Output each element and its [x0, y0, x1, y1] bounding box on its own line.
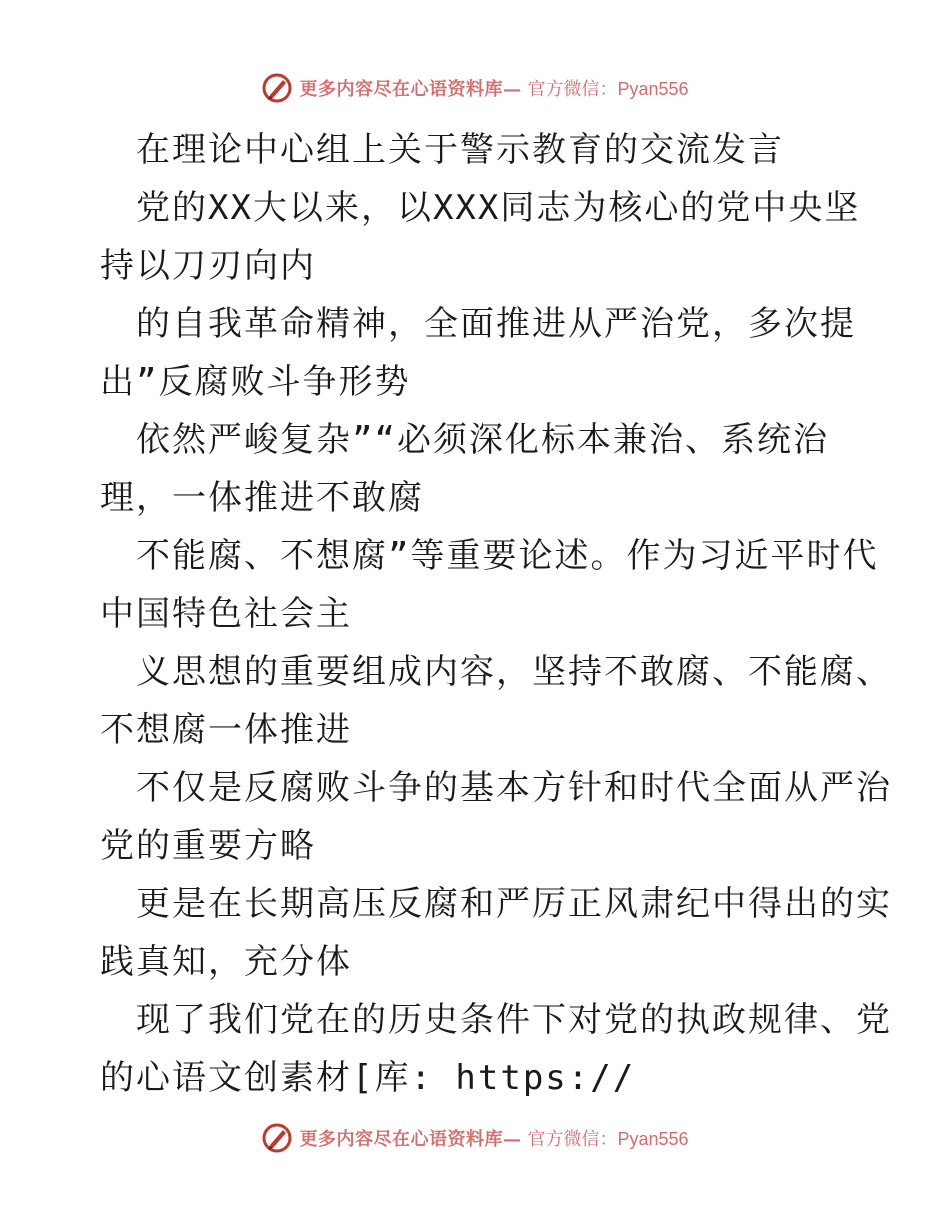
pen-logo-icon	[261, 72, 293, 104]
text-line: 持以刀刃向内	[100, 246, 316, 286]
text-line: 理，一体推进不敢腐	[100, 478, 424, 518]
text-line: 现了我们党在的历史条件下对党的执政规律、党	[136, 1000, 892, 1040]
header-watermark	[0, 72, 950, 104]
watermark-contact: 官方微信：Pyan556	[527, 79, 689, 99]
text-line: 出”反腐败斗争形势	[100, 362, 411, 402]
text-line: 不能腐、不想腐”等重要论述。作为习近平时代	[136, 536, 879, 576]
text-line: 不仅是反腐败斗争的基本方针和时代全面从严治	[136, 768, 892, 808]
document-title: 在理论中心组上关于警示教育的交流发言	[136, 130, 784, 170]
watermark-text: 更多内容尽在心语资料库—	[299, 1129, 522, 1150]
text-line: 义思想的重要组成内容，坚持不敢腐、不能腐、	[136, 652, 892, 692]
footer-watermark	[0, 1122, 950, 1154]
text-line: 的自我革命精神，全面推进从严治党，多次提	[136, 304, 856, 344]
text-line: 党的重要方略	[100, 826, 316, 866]
watermark-contact: 官方微信：Pyan556	[527, 1129, 689, 1149]
document-body	[100, 121, 892, 1107]
text-line: 中国特色社会主	[100, 594, 352, 634]
text-line: 践真知，充分体	[100, 942, 352, 982]
text-line: 更是在长期高压反腐和严厉正风肃纪中得出的实	[136, 884, 892, 924]
watermark-text: 更多内容尽在心语资料库—	[299, 79, 522, 100]
text-line: 的心语文创素材[库: https://	[100, 1058, 636, 1098]
text-line: 不想腐一体推进	[100, 710, 352, 750]
text-line: 依然严峻复杂”“必须深化标本兼治、系统治	[136, 420, 829, 460]
text-line: 党的XX大以来，以XXX同志为核心的党中央坚	[136, 188, 861, 228]
pen-logo-icon	[261, 1122, 293, 1154]
